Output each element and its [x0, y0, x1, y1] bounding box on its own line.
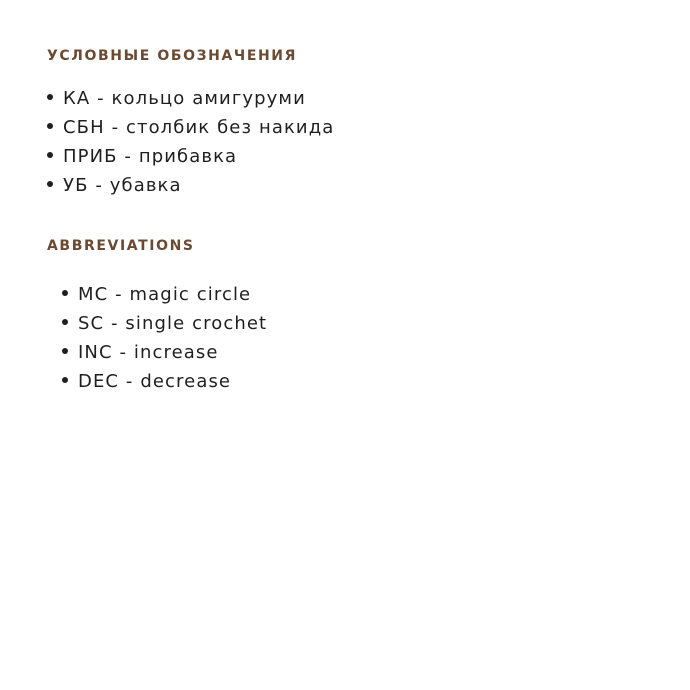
list-item: [62, 367, 690, 396]
list-item-text: ПРИБ - прибавка: [63, 146, 238, 167]
bullet-icon: [62, 348, 68, 354]
list-item-text: SC - single crochet: [78, 313, 268, 334]
list-item-text: КА - кольцо амигуруми: [63, 88, 306, 109]
english-abbreviations-heading: ABBREVIATIONS: [47, 238, 195, 254]
list-item-text: DEC - decrease: [78, 371, 232, 392]
bullet-icon: [47, 181, 53, 187]
bullet-icon: [62, 290, 68, 296]
list-item: [62, 338, 690, 367]
list-item: [47, 84, 690, 113]
list-item: [62, 309, 690, 338]
russian-legend-heading: УСЛОВНЫЕ ОБОЗНАЧЕНИЯ: [47, 48, 297, 64]
english-abbreviations-list: [62, 280, 690, 396]
list-item-text: INC - increase: [78, 342, 219, 363]
list-item-text: УБ - убавка: [63, 175, 182, 196]
bullet-icon: [62, 319, 68, 325]
bullet-icon: [47, 94, 53, 100]
russian-legend-list: [47, 84, 690, 200]
bullet-icon: [47, 152, 53, 158]
english-abbreviations-section: [0, 236, 690, 396]
list-item: [47, 113, 690, 142]
list-item: [47, 171, 690, 200]
list-item: [47, 142, 690, 171]
russian-legend-section: [0, 46, 690, 200]
bullet-icon: [47, 123, 53, 129]
bullet-icon: [62, 377, 68, 383]
list-item-text: MC - magic circle: [78, 284, 252, 305]
list-item-text: СБН - столбик без накида: [63, 117, 335, 138]
list-item: [62, 280, 690, 309]
